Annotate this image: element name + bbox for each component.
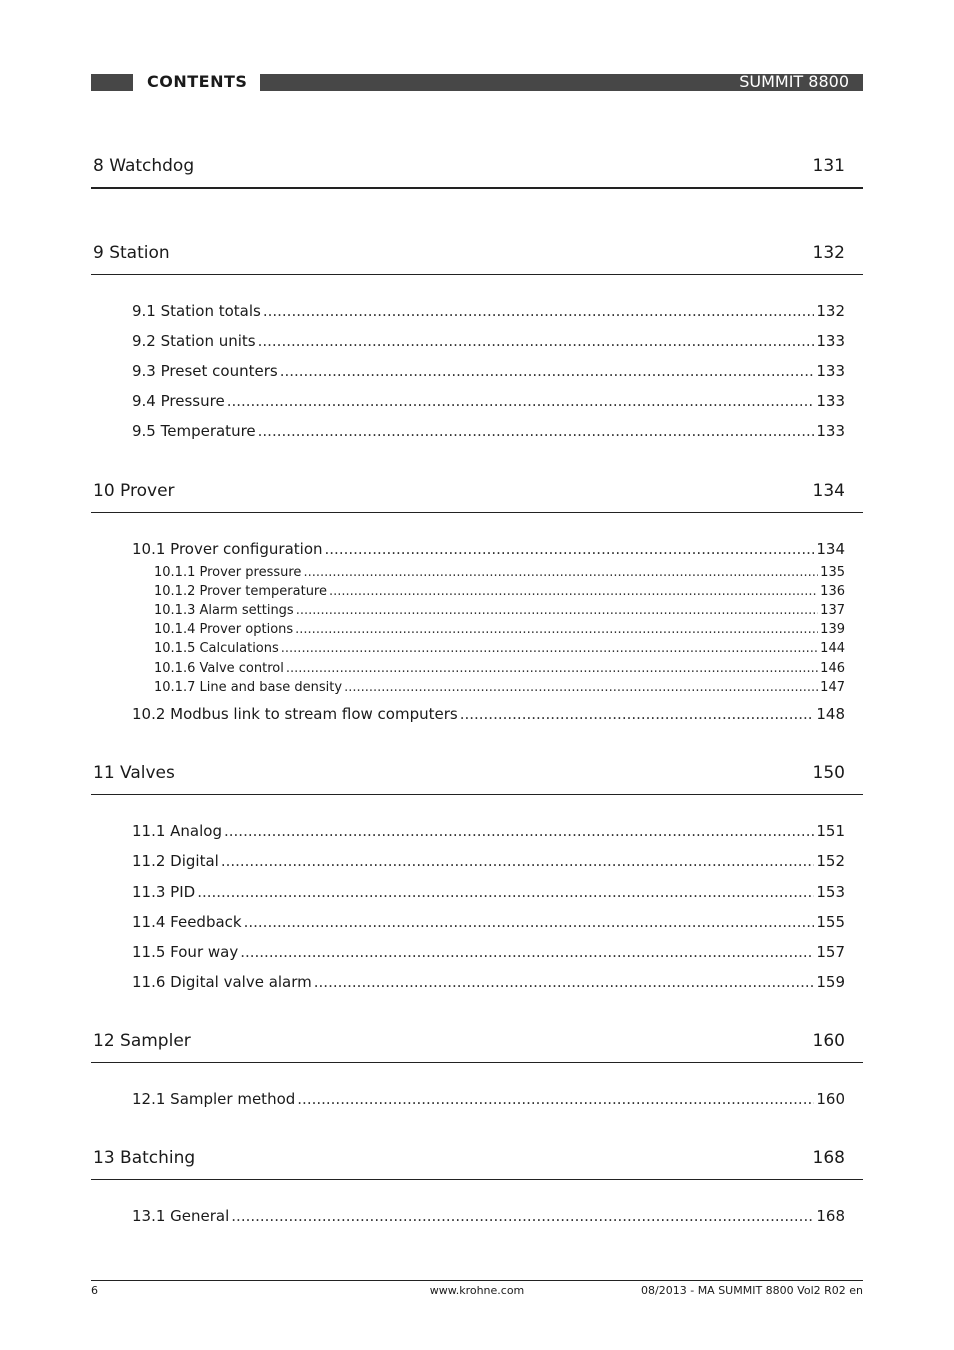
toc-entry-page: 136 [820,584,845,599]
dot-leader [244,912,815,932]
chapter-divider [91,1062,863,1063]
toc-entry[interactable] [132,1206,845,1226]
chapter-divider [91,187,863,189]
toc-subentry[interactable] [154,602,845,620]
toc-entry[interactable] [132,912,845,932]
toc-entry-page: 151 [816,822,845,840]
toc-entry-page: 133 [816,392,845,410]
toc-entry-page: 137 [820,603,845,618]
toc-subentry[interactable] [154,564,845,582]
toc-entry-page: 147 [820,680,845,695]
dot-leader [197,882,814,902]
dot-leader [263,301,815,321]
toc-entry-label: 11.4 Feedback [132,913,242,931]
toc-subentry[interactable] [154,621,845,639]
chapter-heading[interactable] [91,241,863,281]
toc-entry-label: 10.1.7 Line and base density [154,680,343,695]
chapter-title: 11 Valves [93,763,175,783]
toc-entry-label: 10.1.3 Alarm settings [154,603,294,618]
chapter-divider [91,512,863,513]
toc-entry-page: 133 [816,362,845,380]
toc-entry-page: 157 [816,943,845,961]
toc-subentry[interactable] [154,679,845,697]
toc-entry-page: 168 [816,1207,845,1225]
header-title: CONTENTS [147,72,248,91]
chapter-title: 10 Prover [93,481,175,501]
toc-entry-page: 148 [816,705,845,723]
toc-entry-page: 144 [820,641,845,656]
toc-entry[interactable] [132,421,845,441]
footer-website-link[interactable]: www.krohne.com [429,1284,525,1297]
toc-entry[interactable] [132,704,845,724]
dot-leader [325,539,815,559]
chapter-divider [91,274,863,275]
dot-leader [281,640,818,658]
dot-leader [240,942,814,962]
dot-leader [227,391,815,411]
chapter-page: 131 [812,156,845,176]
chapter-heading[interactable] [91,154,863,194]
chapter-page: 132 [812,243,845,263]
chapter-title: 8 Watchdog [93,156,195,176]
chapter-divider [91,1179,863,1180]
dot-leader [329,583,818,601]
toc-entry[interactable] [132,851,845,871]
footer-page-number: 6 [91,1284,98,1297]
chapter-page: 134 [812,481,845,501]
toc-entry-page: 139 [820,622,845,637]
toc-entry-page: 146 [820,661,845,676]
toc-entry-page: 133 [816,332,845,350]
chapter-page: 150 [812,763,845,783]
toc-entry-label: 10.2 Modbus link to stream flow computers [132,705,458,723]
toc-entry-label: 11.6 Digital valve alarm [132,973,312,991]
toc-entry[interactable] [132,882,845,902]
toc-entry-label: 10.1 Prover configuration [132,540,323,558]
toc-entry-label: 9.3 Preset counters [132,362,278,380]
dot-leader [258,331,815,351]
toc-entry-label: 11.5 Four way [132,943,239,961]
toc-entry-page: 152 [816,852,845,870]
toc-entry[interactable] [132,331,845,351]
chapter-heading[interactable] [91,1146,863,1186]
dot-leader [295,621,818,639]
dot-leader [344,679,818,697]
toc-entry-label: 10.1.2 Prover temperature [154,584,327,599]
chapter-heading[interactable] [91,479,863,519]
chapter-divider [91,794,863,795]
toc-entry[interactable] [132,821,845,841]
dot-leader [296,602,818,620]
toc-entry-label: 10.1.5 Calculations [154,641,279,656]
toc-entry-label: 9.5 Temperature [132,422,256,440]
chapter-title: 13 Batching [93,1148,196,1168]
toc-subentry[interactable] [154,583,845,601]
footer-divider [91,1280,863,1281]
chapter-title: 12 Sampler [93,1031,191,1051]
dot-leader [286,660,818,678]
chapter-page: 168 [812,1148,845,1168]
toc-entry-label: 13.1 General [132,1207,230,1225]
header-product-name: SUMMIT 8800 [739,72,849,91]
toc-entry[interactable] [132,391,845,411]
toc-entry[interactable] [132,972,845,992]
dot-leader [280,361,815,381]
toc-entry-page: 133 [816,422,845,440]
dot-leader [314,972,815,992]
toc-entry-label: 10.1.1 Prover pressure [154,565,302,580]
chapter-heading[interactable] [91,1029,863,1069]
toc-entry-label: 9.1 Station totals [132,302,261,320]
toc-entry[interactable] [132,1089,845,1109]
dot-leader [303,564,818,582]
footer-document-reference: 08/2013 - MA SUMMIT 8800 Vol2 R02 en [641,1284,863,1297]
chapter-heading[interactable] [91,761,863,801]
dot-leader [221,851,815,871]
toc-entry-label: 10.1.6 Valve control [154,661,284,676]
toc-entry-label: 11.1 Analog [132,822,222,840]
dot-leader [231,1206,814,1226]
header-bar-left [91,74,133,91]
dot-leader [258,421,815,441]
toc-entry-page: 153 [816,883,845,901]
dot-leader [224,821,814,841]
toc-entry[interactable] [132,539,845,559]
toc-entry-page: 135 [820,565,845,580]
toc-entry[interactable] [132,301,845,321]
chapter-title: 9 Station [93,243,170,263]
toc-entry-label: 12.1 Sampler method [132,1090,296,1108]
toc-entry-page: 134 [816,540,845,558]
dot-leader [297,1089,814,1109]
toc-entry-label: 11.3 PID [132,883,196,901]
toc-entry-label: 9.4 Pressure [132,392,225,410]
toc-entry-page: 155 [816,913,845,931]
toc-entry[interactable] [132,361,845,381]
toc-entry-label: 11.2 Digital [132,852,219,870]
toc-entry-page: 132 [816,302,845,320]
toc-entry[interactable] [132,942,845,962]
dot-leader [460,704,815,724]
toc-entry-label: 10.1.4 Prover options [154,622,294,637]
toc-entry-page: 159 [816,973,845,991]
toc-subentry[interactable] [154,640,845,658]
chapter-page: 160 [812,1031,845,1051]
toc-entry-label: 9.2 Station units [132,332,256,350]
toc-subentry[interactable] [154,660,845,678]
toc-entry-page: 160 [816,1090,845,1108]
